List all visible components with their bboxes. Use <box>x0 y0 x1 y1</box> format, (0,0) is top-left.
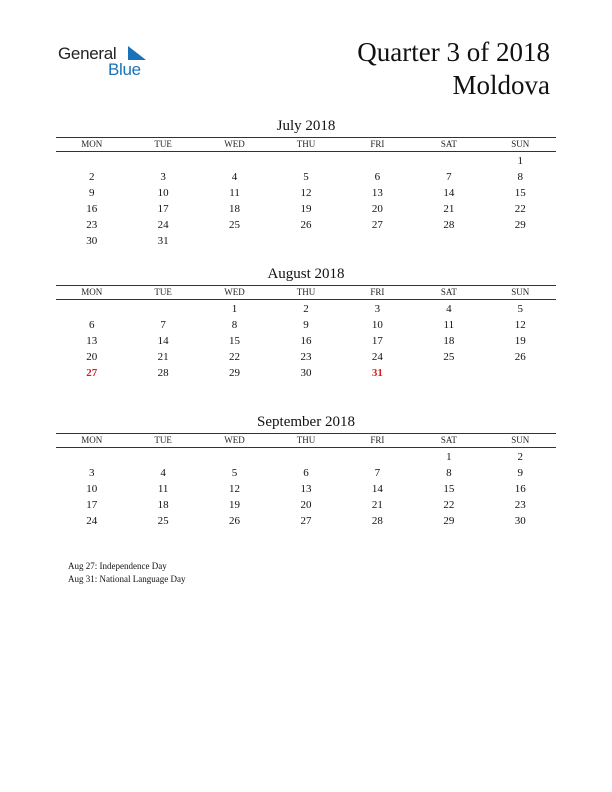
weekday-label: THU <box>296 139 316 149</box>
day-cell: 18 <box>229 203 241 215</box>
holiday-note: Aug 31: National Language Day <box>68 574 186 584</box>
day-cell: 1 <box>446 451 452 463</box>
weekday-label: WED <box>224 287 245 297</box>
weekday-label: FRI <box>370 287 385 297</box>
day-cell: 22 <box>443 499 455 511</box>
day-cell: 14 <box>371 483 383 495</box>
weekday-label: TUE <box>154 287 172 297</box>
day-cell: 20 <box>371 203 383 215</box>
day-cell: 1 <box>517 155 523 167</box>
day-cell: 2 <box>517 451 523 463</box>
day-cell <box>413 233 484 249</box>
day-cell: 7 <box>160 319 166 331</box>
day-cell: 13 <box>300 483 312 495</box>
quarter-title: Quarter 3 of 2018 <box>357 37 550 67</box>
day-cell: 14 <box>157 335 169 347</box>
day-cell: 26 <box>514 351 526 363</box>
month-september <box>56 413 556 529</box>
day-cell: 27 <box>300 515 312 527</box>
day-cell: 9 <box>303 319 309 331</box>
day-cell: 30 <box>300 367 312 379</box>
logo-text-blue: Blue <box>108 60 141 79</box>
day-cell: 24 <box>157 219 169 231</box>
week-row <box>56 497 556 513</box>
day-cell <box>56 449 127 465</box>
week-row <box>56 153 556 169</box>
day-cell: 15 <box>443 483 455 495</box>
month-title: July 2018 <box>276 118 336 134</box>
weekday-label: SUN <box>511 435 530 445</box>
day-cell: 19 <box>229 499 241 511</box>
day-cell: 16 <box>300 335 312 347</box>
day-cell: 7 <box>374 467 381 479</box>
day-cell: 14 <box>443 187 455 199</box>
week-row <box>56 449 556 465</box>
day-cell: 23 <box>300 351 312 363</box>
day-cell: 25 <box>157 515 169 527</box>
month-august <box>56 265 556 381</box>
day-cell: 17 <box>371 335 383 347</box>
day-cell: 13 <box>86 335 98 347</box>
week-row <box>56 333 556 349</box>
day-cell: 9 <box>517 467 523 479</box>
day-cell: 29 <box>443 515 455 527</box>
weekday-label: FRI <box>370 435 385 445</box>
day-cell: 18 <box>443 335 455 347</box>
day-cell: 8 <box>446 467 452 479</box>
weekday-label: MON <box>81 435 103 445</box>
day-cell: 26 <box>300 219 312 231</box>
weekday-label: MON <box>81 139 103 149</box>
day-cell: 2 <box>88 171 95 183</box>
day-cell: 7 <box>446 171 452 183</box>
weekday-label: FRI <box>370 139 385 149</box>
day-cell: 10 <box>86 483 98 495</box>
week-row <box>56 217 556 233</box>
week-row <box>56 317 556 333</box>
holiday-day-cell: 27 <box>86 367 98 379</box>
day-cell: 30 <box>86 235 98 247</box>
day-cell <box>270 153 341 169</box>
day-cell: 3 <box>160 171 166 183</box>
weekday-label: SAT <box>440 435 457 445</box>
logo-text-general: General <box>58 44 117 63</box>
day-cell: 15 <box>514 187 526 199</box>
day-cell: 3 <box>374 303 381 315</box>
day-cell: 29 <box>514 219 526 231</box>
day-cell: 28 <box>371 515 383 527</box>
day-cell: 24 <box>371 351 383 363</box>
day-cell <box>56 301 127 317</box>
day-cell <box>270 449 341 465</box>
day-cell: 20 <box>86 351 98 363</box>
country-title: Moldova <box>452 70 550 100</box>
day-cell: 6 <box>88 319 95 331</box>
weekday-label: SUN <box>511 139 530 149</box>
day-cell <box>413 365 484 381</box>
day-cell: 3 <box>88 467 95 479</box>
day-cell: 9 <box>88 187 95 199</box>
month-july <box>56 117 556 249</box>
day-cell: 5 <box>231 467 238 479</box>
day-cell: 12 <box>514 319 526 331</box>
day-cell: 5 <box>303 171 309 183</box>
week-row <box>56 349 556 365</box>
day-cell <box>342 233 413 249</box>
day-cell: 17 <box>157 203 169 215</box>
weekday-label: THU <box>296 287 316 297</box>
day-cell: 12 <box>229 483 241 495</box>
day-cell: 24 <box>86 515 98 527</box>
day-cell: 21 <box>157 351 169 363</box>
day-cell: 22 <box>229 351 241 363</box>
day-cell: 22 <box>514 203 526 215</box>
day-cell: 27 <box>371 219 383 231</box>
day-cell <box>413 153 484 169</box>
month-title: August 2018 <box>267 266 345 282</box>
weekday-label: WED <box>224 139 245 149</box>
month-title: September 2018 <box>257 414 355 430</box>
weekday-label: THU <box>296 435 316 445</box>
week-row <box>56 201 556 217</box>
day-cell: 28 <box>443 219 455 231</box>
day-cell <box>56 153 127 169</box>
weekday-label: SAT <box>440 287 457 297</box>
day-cell: 17 <box>86 499 98 511</box>
day-cell <box>199 449 270 465</box>
weekday-label: SAT <box>440 139 457 149</box>
week-row <box>56 365 556 381</box>
weekday-label: TUE <box>154 139 172 149</box>
day-cell: 16 <box>86 203 98 215</box>
weekday-label: MON <box>81 287 103 297</box>
day-cell: 21 <box>443 203 455 215</box>
day-cell: 6 <box>303 467 309 479</box>
day-cell: 16 <box>514 483 526 495</box>
day-cell: 10 <box>371 319 383 331</box>
holiday-notes <box>68 560 185 586</box>
day-cell <box>127 449 198 465</box>
week-row <box>56 301 556 317</box>
day-cell: 13 <box>371 187 383 199</box>
week-row <box>56 465 556 481</box>
day-cell <box>485 365 556 381</box>
day-cell <box>199 233 270 249</box>
week-row <box>56 233 556 249</box>
day-cell: 1 <box>231 303 238 315</box>
week-row <box>56 481 556 497</box>
weekday-header <box>56 433 556 448</box>
day-cell: 19 <box>300 203 312 215</box>
day-cell: 4 <box>231 171 238 183</box>
day-cell: 21 <box>371 499 383 511</box>
page-title <box>357 36 550 102</box>
day-cell: 29 <box>229 367 241 379</box>
day-cell <box>127 153 198 169</box>
day-cell: 19 <box>514 335 526 347</box>
day-cell: 12 <box>300 187 312 199</box>
day-cell: 30 <box>514 515 526 527</box>
day-cell: 8 <box>231 319 238 331</box>
day-cell <box>342 449 413 465</box>
day-cell <box>199 153 270 169</box>
day-cell: 10 <box>157 187 169 199</box>
day-cell: 5 <box>517 303 523 315</box>
day-cell <box>127 301 198 317</box>
day-cell: 8 <box>517 171 523 183</box>
day-cell <box>485 233 556 249</box>
weekday-label: SUN <box>511 287 530 297</box>
day-cell: 15 <box>229 335 241 347</box>
day-cell: 25 <box>443 351 455 363</box>
holiday-note: Aug 27: Independence Day <box>68 561 167 571</box>
day-cell: 11 <box>229 187 240 199</box>
weekday-header <box>56 285 556 300</box>
day-cell: 18 <box>157 499 169 511</box>
general-blue-logo <box>58 44 158 84</box>
week-row <box>56 513 556 529</box>
day-cell: 20 <box>300 499 312 511</box>
day-cell: 4 <box>446 303 452 315</box>
day-cell: 11 <box>443 319 455 331</box>
day-cell: 4 <box>160 467 166 479</box>
day-cell: 23 <box>514 499 526 511</box>
weekday-label: WED <box>224 435 245 445</box>
week-row <box>56 169 556 185</box>
day-cell <box>342 153 413 169</box>
day-cell: 25 <box>229 219 241 231</box>
day-cell: 31 <box>157 235 169 247</box>
day-cell: 11 <box>157 483 169 495</box>
week-row <box>56 185 556 201</box>
day-cell: 28 <box>157 367 169 379</box>
holiday-day-cell: 31 <box>371 367 383 379</box>
day-cell: 6 <box>374 171 381 183</box>
day-cell: 26 <box>229 515 241 527</box>
weekday-header <box>56 137 556 152</box>
weekday-label: TUE <box>154 435 172 445</box>
day-cell <box>270 233 341 249</box>
day-cell: 2 <box>303 303 309 315</box>
day-cell: 23 <box>86 219 98 231</box>
